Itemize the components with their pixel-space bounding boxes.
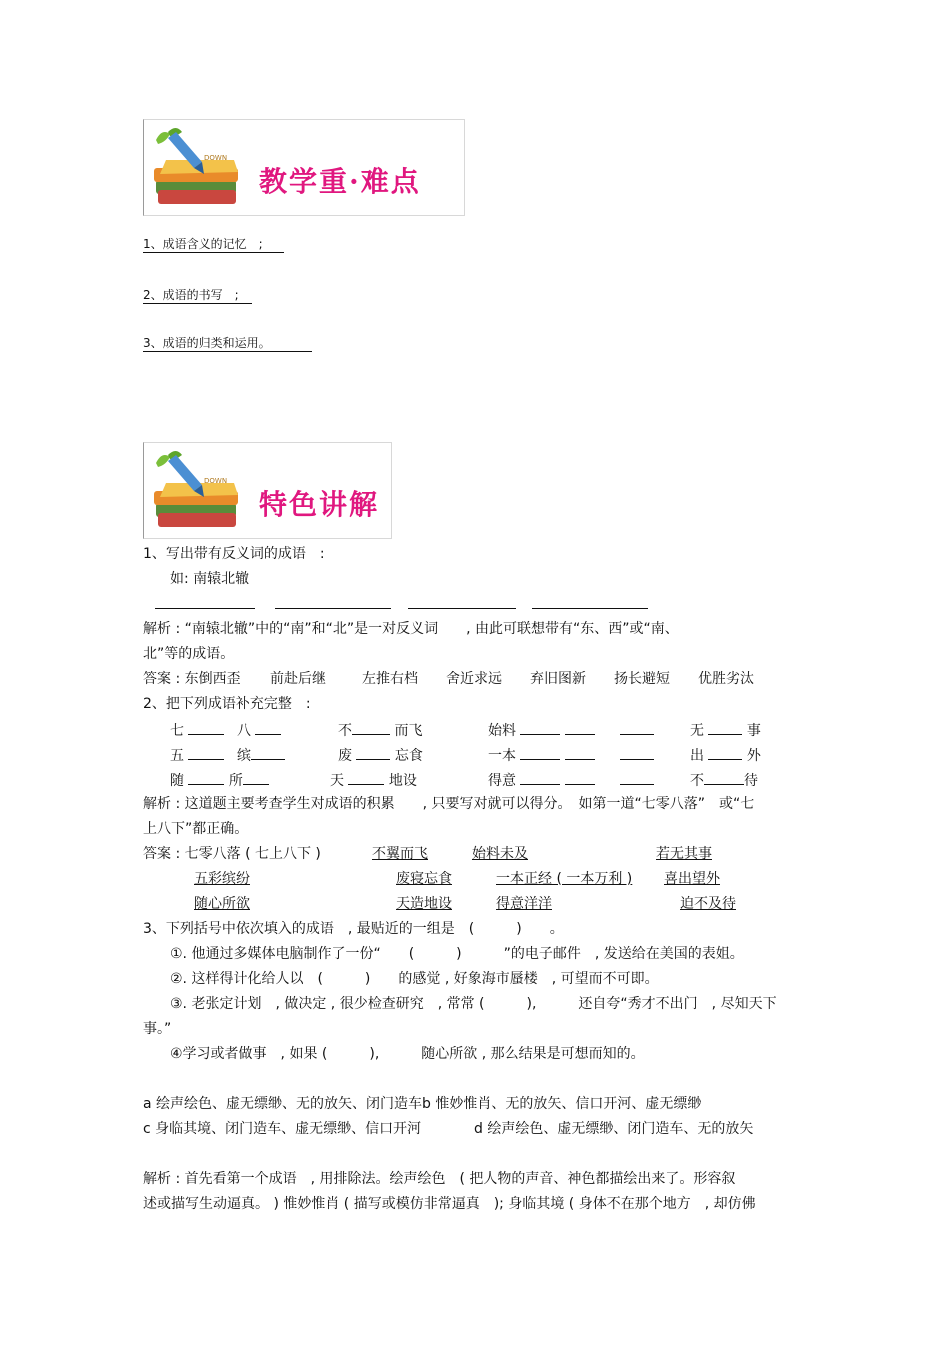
q3-sentence-4: ④学习或者做事 , 如果 ( ), 随心所欲 , 那么结果是可想而知的。 <box>170 1046 645 1062</box>
q2-r1-blank <box>620 734 654 735</box>
q2-ans-2: 不翼而飞 <box>372 846 428 862</box>
q1-answer-7: 优胜劣汰 <box>698 671 754 687</box>
q2-ans-8: 喜出望外 <box>664 871 720 887</box>
q3-analysis: 解析 : 首先看第一个成语 , 用排除法。绘声绘色 ( 把人物的声音、神色都描绘出来了。形容叙 <box>143 1171 736 1187</box>
q2-r1-a: 七 <box>170 720 224 740</box>
q2-r1-c: 不 而飞 <box>338 720 422 740</box>
q3-sentence-1: ①. 他通过多媒体电脑制作了一份“ ( ) ”的电子邮件 , 发送给在美国的表姐。 <box>170 946 744 962</box>
books-pencil-icon <box>146 443 246 538</box>
banner-title: 教学重·难点 <box>259 165 421 198</box>
banner-feature-explanation <box>143 442 392 539</box>
q3-sentence-3-cont: 事。” <box>143 1021 172 1037</box>
q3-option-a-b: a 绘声绘色、虚无缥缈、无的放矢、闭门造车b 惟妙惟肖、无的放矢、信口开河、虚无缥缈 <box>143 1096 702 1112</box>
key-point-2: 2、成语的书写 ; <box>143 287 252 304</box>
q2-r1-d: 始料 <box>488 720 595 740</box>
q3-analysis-cont: 述或描写生动逼真。 ) 惟妙惟肖 ( 描写或模仿非常逼真 ); 身临其境 ( 身体不在那个地方 , 却仿佛 <box>143 1196 756 1212</box>
q2-r3-d: 得意 <box>488 770 595 790</box>
q3-sentence-2: ②. 这样得计化给人以 ( ) 的感觉 , 好象海市蜃楼 , 可望而不可即。 <box>170 971 659 987</box>
q1-blank-1 <box>155 608 255 609</box>
q2-r2-a: 五 <box>170 745 224 765</box>
q1-example: 如: 南辕北辙 <box>170 571 250 587</box>
key-point-3: 3、成语的归类和运用。 <box>143 335 312 352</box>
banner-key-points <box>143 119 465 216</box>
svg-text:DOWN: DOWN <box>204 477 228 485</box>
q2-r3-c: 天 地设 <box>330 770 417 790</box>
q2-r2-d: 一本 <box>488 745 595 765</box>
q2-analysis-cont: 上八下”都正确。 <box>143 821 249 837</box>
q2-r2-e: 出 外 <box>690 745 761 765</box>
q2-ans-11: 得意洋洋 <box>496 896 552 912</box>
q2-ans-9: 随心所欲 <box>194 896 250 912</box>
q1-blank-2 <box>275 608 391 609</box>
q1-analysis: 解析 : “南辕北辙”中的“南”和“北”是一对反义词 , 由此可联想带有“东、西”或“南、 <box>143 621 679 637</box>
q2-analysis: 解析 : 这道题主要考查学生对成语的积累 , 只要写对就可以得分。 如第一道“七零八落” 或“七 <box>143 796 755 812</box>
q2-ans-5: 五彩缤纷 <box>194 871 250 887</box>
q2-r1-b: 八 <box>237 720 281 740</box>
svg-text:DOWN: DOWN <box>204 154 228 162</box>
q2-ans-1: 答案 : 七零八落 ( 七上八下 ) <box>143 846 321 862</box>
q1-answer-5: 弃旧图新 <box>530 671 586 687</box>
books-pencil-icon <box>146 120 246 215</box>
q1-analysis-cont: 北”等的成语。 <box>143 646 235 662</box>
q3-option-d: d 绘声绘色、虚无缥缈、闭门造车、无的放矢 <box>474 1121 754 1137</box>
q2-title: 2、把下列成语补充完整 : <box>143 696 311 712</box>
q3-sentence-3: ③. 老张定计划 , 做决定 , 很少检查研究 , 常常 ( ), 还自夸“秀才不出门 , 尽知天下 <box>170 996 777 1012</box>
q2-r2-blank <box>620 759 654 760</box>
q1-title: 1、写出带有反义词的成语 : <box>143 546 325 562</box>
q1-answer-4: 舍近求远 <box>446 671 502 687</box>
q2-ans-10: 天造地设 <box>396 896 452 912</box>
q2-r2-b: 缤 <box>237 745 285 765</box>
q2-ans-12: 迫不及待 <box>680 896 736 912</box>
q1-blank-3 <box>408 608 516 609</box>
key-point-1: 1、成语含义的记忆 ; <box>143 236 284 253</box>
q2-r1-e: 无 事 <box>690 720 761 740</box>
q3-title: 3、下列括号中依次填入的成语 , 最贴近的一组是 ( ) 。 <box>143 921 564 937</box>
q2-ans-7: 一本正经 ( 一本万利 ) <box>496 871 633 887</box>
q1-blank-4 <box>532 608 648 609</box>
q2-r3-e: 不 待 <box>690 770 758 790</box>
q1-answer-lead: 答案 : 东倒西歪 <box>143 671 241 687</box>
q2-ans-3: 始料未及 <box>472 846 528 862</box>
q1-answer-6: 扬长避短 <box>614 671 670 687</box>
q2-r3-a: 随 所 <box>170 770 269 790</box>
q2-ans-4: 若无其事 <box>656 846 712 862</box>
q1-answer-2: 前赴后继 <box>270 671 326 687</box>
q2-r2-c: 废 忘食 <box>338 745 423 765</box>
q2-ans-6: 废寝忘食 <box>396 871 452 887</box>
q2-r3-blank <box>620 784 654 785</box>
banner-title: 特色讲解 <box>259 488 380 521</box>
q3-option-c: c 身临其境、闭门造车、虚无缥缈、信口开河 <box>143 1121 422 1137</box>
q1-answer-3: 左推右档 <box>362 671 418 687</box>
